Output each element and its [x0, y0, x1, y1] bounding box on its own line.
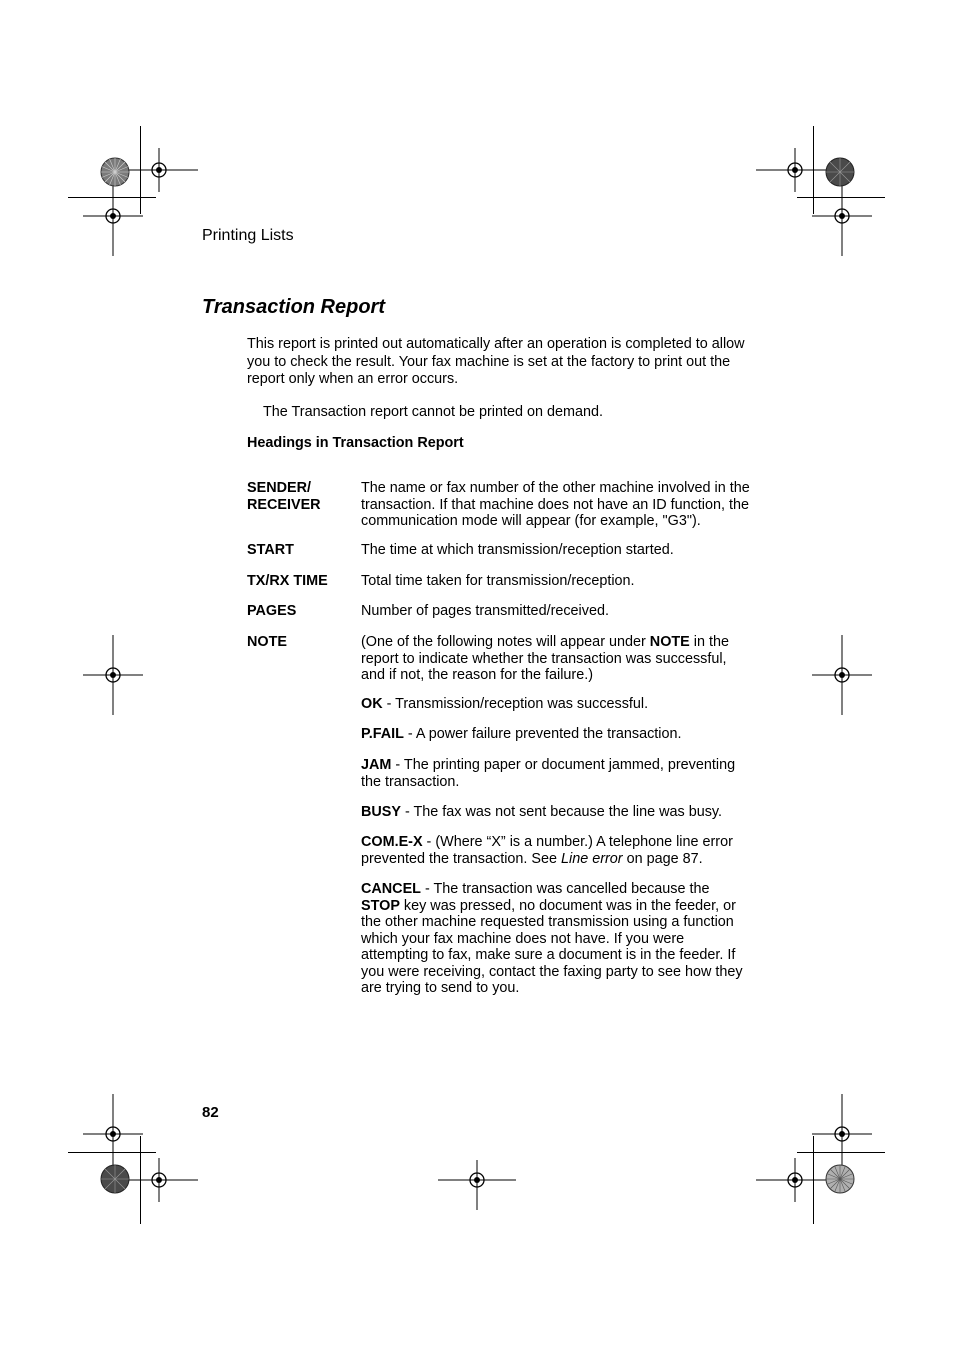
note-code: BUSY	[361, 804, 401, 820]
definition-note	[361, 634, 733, 684]
note-item-busy	[361, 804, 753, 821]
note-text: key was pressed, no document was in the feeder, or the other machine requested transmission using a function which your fax machine does not have. If you were attempting to fax, make sure a document is in the feeder. If you were receiving, contact the faxing party to see how they are trying to send to you.	[361, 897, 743, 996]
note-paragraph: The Transaction report cannot be printed on demand.	[263, 404, 603, 420]
note-text: - The printing paper or document jammed, preventing the transaction.	[361, 757, 736, 790]
section-subheading: Headings in Transaction Report	[247, 435, 464, 451]
registration-mark-icon	[812, 635, 872, 715]
definition-start: The time at which transmission/reception started.	[361, 542, 674, 558]
note-item-cancel	[361, 881, 749, 997]
note-code: CANCEL	[361, 881, 421, 897]
term-label: RECEIVER	[247, 496, 321, 513]
intro-paragraph: This report is printed out automatically after an operation is completed to allow you to check the result. Your fax machine is set at the factory to print out the report only when an error occurs.	[247, 336, 745, 387]
registration-mark-icon	[812, 176, 872, 256]
term-pages: PAGES	[247, 603, 297, 619]
color-wheel-icon	[825, 1164, 855, 1194]
note-item-come	[361, 834, 743, 867]
registration-mark-icon	[83, 635, 143, 715]
note-text: - A power failure prevented the transaction.	[403, 726, 682, 742]
registration-mark-icon	[83, 176, 143, 256]
term-start: START	[247, 542, 294, 558]
note-text: - The transaction was cancelled because the	[420, 881, 710, 897]
note-text: - Transmission/reception was successful.	[382, 696, 649, 712]
term-label: SENDER/	[247, 480, 311, 496]
registration-mark-icon	[756, 1158, 834, 1202]
note-link-text: Line error	[561, 850, 623, 867]
note-text: - (Where “X” is a number.) A telephone line error prevented the transaction. See	[361, 834, 733, 867]
note-item-pfail	[361, 726, 753, 743]
note-code: OK	[361, 696, 383, 712]
term-sender-receiver	[247, 480, 321, 513]
color-wheel-icon	[100, 157, 130, 187]
definition-sender-receiver: The name or fax number of the other machine involved in the transaction. If that machine does not have an ID function, the communication mode will appear (for example, "G3").	[361, 480, 750, 529]
page-title: Transaction Report	[202, 296, 385, 318]
definition-txrx-time: Total time taken for transmission/reception.	[361, 573, 635, 589]
note-code: P.FAIL	[361, 726, 404, 742]
term-note: NOTE	[247, 634, 287, 650]
registration-mark-icon	[120, 1158, 198, 1202]
note-item-ok	[361, 696, 753, 713]
note-code: COM.E-X	[361, 834, 423, 850]
definition-text: in the report to indicate whether the transaction was successful, and if not, the reason for the failure.)	[361, 634, 729, 683]
note-bold: STOP	[361, 897, 400, 914]
registration-mark-icon	[438, 1160, 516, 1210]
note-item-jam	[361, 757, 741, 790]
running-header: Printing Lists	[202, 227, 294, 244]
page-number: 82	[202, 1104, 219, 1121]
note-code: JAM	[361, 757, 392, 773]
definition-bold: NOTE	[649, 634, 690, 650]
note-text: on page 87.	[622, 850, 703, 867]
term-txrx-time: TX/RX TIME	[247, 573, 328, 589]
definition-text: (One of the following notes will appear under	[361, 634, 650, 650]
definition-pages: Number of pages transmitted/received.	[361, 603, 609, 619]
note-text: - The fax was not sent because the line was busy.	[400, 804, 723, 820]
color-wheel-icon	[825, 157, 855, 187]
color-wheel-icon	[100, 1164, 130, 1194]
